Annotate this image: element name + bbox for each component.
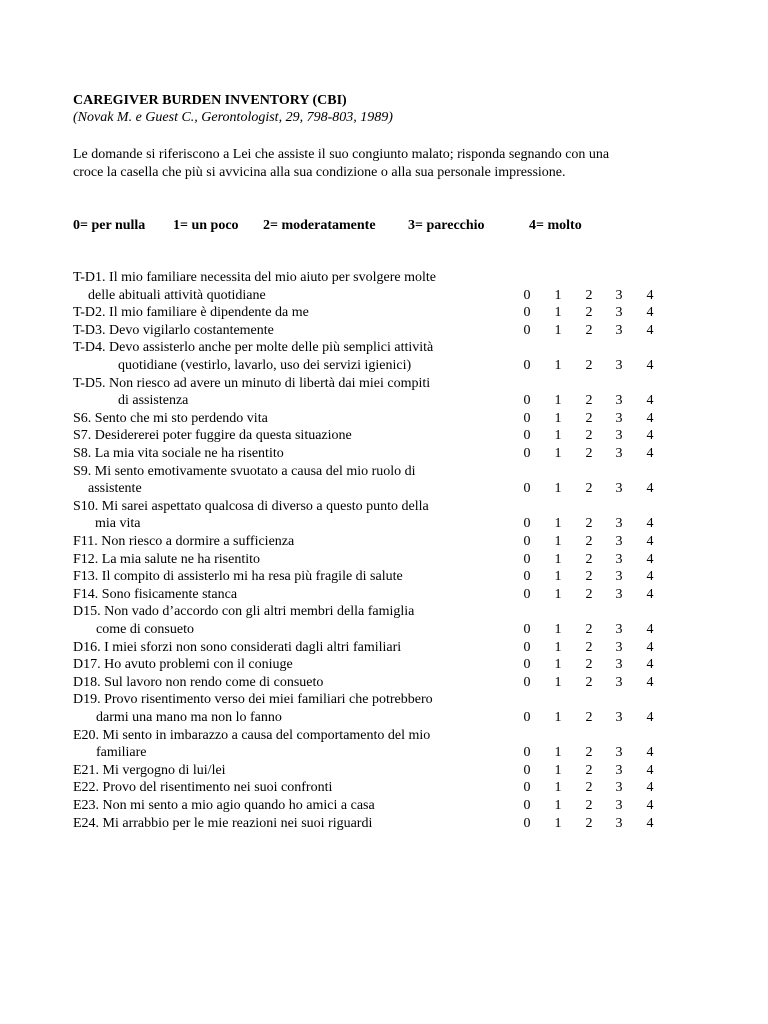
score-option-2[interactable]: 2 xyxy=(585,745,593,761)
score-option-3[interactable]: 3 xyxy=(615,780,623,796)
score-option-1[interactable]: 1 xyxy=(554,534,562,549)
item-text: T-D2. Il mio familiare è dipendente da me xyxy=(73,305,309,321)
legend-2: 2= moderatamente xyxy=(263,218,376,233)
score-option-2[interactable]: 2 xyxy=(585,674,593,690)
item-text: T-D3. Devo vigilarlo costantemente xyxy=(73,322,274,338)
score-option-4[interactable]: 4 xyxy=(646,710,654,725)
score-option-1[interactable]: 1 xyxy=(554,622,562,637)
score-option-0[interactable]: 0 xyxy=(523,393,531,409)
score-option-1[interactable]: 1 xyxy=(554,780,562,796)
score-option-4[interactable]: 4 xyxy=(646,780,654,796)
score-option-3[interactable]: 3 xyxy=(615,798,623,813)
score-option-2[interactable]: 2 xyxy=(585,815,593,831)
item-text: F11. Non riesco a dormire a sufficienza xyxy=(73,534,295,549)
item-text: D18. Sul lavoro non rendo come di consueto xyxy=(73,674,324,690)
score-option-3[interactable]: 3 xyxy=(615,586,623,602)
score-option-4[interactable]: 4 xyxy=(646,569,654,585)
score-option-2[interactable]: 2 xyxy=(585,410,593,426)
score-option-1[interactable]: 1 xyxy=(554,322,562,338)
score-option-3[interactable]: 3 xyxy=(615,287,623,303)
score-option-0[interactable]: 0 xyxy=(523,780,531,796)
score-option-0[interactable]: 0 xyxy=(523,586,531,602)
item-text: F13. Il compito di assisterlo mi ha resa più fragile di salute xyxy=(73,569,403,585)
item-text: E23. Non mi sento a mio agio quando ho amici a casa xyxy=(73,798,375,813)
score-option-2[interactable]: 2 xyxy=(585,639,593,655)
score-option-3[interactable]: 3 xyxy=(615,305,623,321)
score-option-4[interactable]: 4 xyxy=(646,798,654,813)
score-option-2[interactable]: 2 xyxy=(585,569,593,585)
score-option-0[interactable]: 0 xyxy=(523,305,531,321)
score-option-4[interactable]: 4 xyxy=(646,305,654,321)
score-option-1[interactable]: 1 xyxy=(554,287,562,303)
score-option-0[interactable]: 0 xyxy=(523,710,531,725)
item-text: E24. Mi arrabbio per le mie reazioni nei suoi riguardi xyxy=(73,815,373,831)
score-option-1[interactable]: 1 xyxy=(554,762,562,778)
score-option-2[interactable]: 2 xyxy=(585,287,593,303)
score-option-4[interactable]: 4 xyxy=(646,534,654,549)
item-text: E21. Mi vergogno di lui/lei xyxy=(73,762,226,778)
score-option-0[interactable]: 0 xyxy=(523,534,531,549)
score-option-3[interactable]: 3 xyxy=(615,551,623,567)
item-text-continued: assistente xyxy=(88,481,142,497)
score-option-2[interactable]: 2 xyxy=(585,710,593,725)
score-option-0[interactable]: 0 xyxy=(523,287,531,303)
score-option-1[interactable]: 1 xyxy=(554,551,562,567)
score-option-3[interactable]: 3 xyxy=(615,410,623,426)
score-option-0[interactable]: 0 xyxy=(523,428,531,444)
score-option-4[interactable]: 4 xyxy=(646,428,654,444)
score-option-2[interactable]: 2 xyxy=(585,393,593,409)
score-option-1[interactable]: 1 xyxy=(554,446,562,461)
score-option-1[interactable]: 1 xyxy=(554,639,562,655)
score-option-2[interactable]: 2 xyxy=(585,358,593,373)
item-text: T-D4. Devo assisterlo anche per molte delle più semplici attività xyxy=(73,340,434,356)
score-option-0[interactable]: 0 xyxy=(523,815,531,831)
legend-3: 3= parecchio xyxy=(408,218,485,233)
score-option-0[interactable]: 0 xyxy=(523,322,531,338)
score-option-2[interactable]: 2 xyxy=(585,586,593,602)
score-option-2[interactable]: 2 xyxy=(585,762,593,778)
score-option-0[interactable]: 0 xyxy=(523,410,531,426)
score-option-4[interactable]: 4 xyxy=(646,586,654,602)
score-option-1[interactable]: 1 xyxy=(554,393,562,409)
score-option-4[interactable]: 4 xyxy=(646,622,654,637)
item-text: S6. Sento che mi sto perdendo vita xyxy=(73,410,268,426)
score-option-3[interactable]: 3 xyxy=(615,762,623,778)
score-option-2[interactable]: 2 xyxy=(585,446,593,461)
score-option-1[interactable]: 1 xyxy=(554,710,562,725)
score-option-3[interactable]: 3 xyxy=(615,622,623,637)
score-option-0[interactable]: 0 xyxy=(523,551,531,567)
instructions-line-2: croce la casella che più si avvicina alla sua condizione o alla sua personale impressione. xyxy=(73,164,566,180)
score-option-0[interactable]: 0 xyxy=(523,358,531,373)
legend-0: 0= per nulla xyxy=(73,218,146,233)
score-option-1[interactable]: 1 xyxy=(554,674,562,690)
score-option-4[interactable]: 4 xyxy=(646,745,654,761)
score-option-0[interactable]: 0 xyxy=(523,446,531,461)
score-option-2[interactable]: 2 xyxy=(585,551,593,567)
score-option-1[interactable]: 1 xyxy=(554,657,562,673)
score-option-2[interactable]: 2 xyxy=(585,622,593,637)
score-option-1[interactable]: 1 xyxy=(554,815,562,831)
instructions xyxy=(73,146,713,181)
score-option-1[interactable]: 1 xyxy=(554,798,562,813)
item-text-continued: come di consueto xyxy=(96,622,194,637)
score-option-0[interactable]: 0 xyxy=(523,798,531,813)
score-option-3[interactable]: 3 xyxy=(615,569,623,585)
score-option-2[interactable]: 2 xyxy=(585,428,593,444)
score-option-4[interactable]: 4 xyxy=(646,657,654,673)
score-option-4[interactable]: 4 xyxy=(646,674,654,690)
score-option-2[interactable]: 2 xyxy=(585,322,593,338)
item-text: F14. Sono fisicamente stanca xyxy=(73,586,238,602)
score-option-0[interactable]: 0 xyxy=(523,674,531,690)
item-text: D17. Ho avuto problemi con il coniuge xyxy=(73,657,293,673)
score-option-4[interactable]: 4 xyxy=(646,393,654,409)
score-option-1[interactable]: 1 xyxy=(554,305,562,321)
item-text-continued: mia vita xyxy=(95,516,141,532)
score-option-0[interactable]: 0 xyxy=(523,657,531,673)
document-title: CAREGIVER BURDEN INVENTORY (CBI) xyxy=(73,93,347,108)
score-option-1[interactable]: 1 xyxy=(554,410,562,426)
score-option-0[interactable]: 0 xyxy=(523,481,531,497)
score-option-4[interactable]: 4 xyxy=(646,815,654,831)
score-option-2[interactable]: 2 xyxy=(585,481,593,497)
score-option-2[interactable]: 2 xyxy=(585,780,593,796)
score-option-3[interactable]: 3 xyxy=(615,428,623,444)
item-text-continued: darmi una mano ma non lo fanno xyxy=(96,710,282,725)
item-text: S9. Mi sento emotivamente svuotato a causa del mio ruolo di xyxy=(73,463,416,479)
score-option-1[interactable]: 1 xyxy=(554,481,562,497)
score-option-3[interactable]: 3 xyxy=(615,745,623,761)
score-option-0[interactable]: 0 xyxy=(523,569,531,585)
score-option-4[interactable]: 4 xyxy=(646,446,654,461)
score-option-2[interactable]: 2 xyxy=(585,516,593,532)
score-option-4[interactable]: 4 xyxy=(646,762,654,778)
score-option-1[interactable]: 1 xyxy=(554,586,562,602)
item-text: S7. Desidererei poter fuggire da questa situazione xyxy=(73,428,352,444)
score-option-1[interactable]: 1 xyxy=(554,569,562,585)
score-option-2[interactable]: 2 xyxy=(585,534,593,549)
item-text-continued: familiare xyxy=(96,745,147,761)
item-text: D16. I miei sforzi non sono considerati dagli altri familiari xyxy=(73,639,402,655)
score-option-0[interactable]: 0 xyxy=(523,762,531,778)
score-option-3[interactable]: 3 xyxy=(615,639,623,655)
score-option-3[interactable]: 3 xyxy=(615,322,623,338)
item-text-continued: quotidiane (vestirlo, lavarlo, uso dei servizi igienici) xyxy=(118,358,412,373)
score-option-4[interactable]: 4 xyxy=(646,410,654,426)
score-option-3[interactable]: 3 xyxy=(615,657,623,673)
item-text: F12. La mia salute ne ha risentito xyxy=(73,551,261,567)
item-text: T-D5. Non riesco ad avere un minuto di libertà dai miei compiti xyxy=(73,375,431,391)
score-option-4[interactable]: 4 xyxy=(646,551,654,567)
item-text: E20. Mi sento in imbarazzo a causa del comportamento del mio xyxy=(73,727,431,743)
score-option-4[interactable]: 4 xyxy=(646,287,654,303)
score-option-0[interactable]: 0 xyxy=(523,622,531,637)
item-text-continued: di assistenza xyxy=(118,393,189,409)
score-option-1[interactable]: 1 xyxy=(554,358,562,373)
item-text: T-D1. Il mio familiare necessita del mio aiuto per svolgere molte xyxy=(73,270,436,285)
score-option-3[interactable]: 3 xyxy=(615,516,623,532)
instructions-line-1: Le domande si riferiscono a Lei che assiste il suo congiunto malato; risponda segnando con una xyxy=(73,147,610,162)
score-option-0[interactable]: 0 xyxy=(523,516,531,532)
item-text: S8. La mia vita sociale ne ha risentito xyxy=(73,446,284,461)
score-option-0[interactable]: 0 xyxy=(523,745,531,761)
score-option-3[interactable]: 3 xyxy=(615,446,623,461)
item-text: D19. Provo risentimento verso dei miei familiari che potrebbero xyxy=(73,692,433,708)
legend-1: 1= un poco xyxy=(173,218,239,233)
item-text-continued: delle abituali attività quotidiane xyxy=(88,287,266,303)
score-option-4[interactable]: 4 xyxy=(646,639,654,655)
score-option-3[interactable]: 3 xyxy=(615,481,623,497)
score-option-4[interactable]: 4 xyxy=(646,516,654,532)
score-option-3[interactable]: 3 xyxy=(615,710,623,725)
score-option-1[interactable]: 1 xyxy=(554,428,562,444)
score-option-3[interactable]: 3 xyxy=(615,815,623,831)
score-option-1[interactable]: 1 xyxy=(554,745,562,761)
score-option-4[interactable]: 4 xyxy=(646,358,654,373)
citation: (Novak M. e Guest C., Gerontologist, 29, 798-803, 1989) xyxy=(73,110,393,125)
score-option-1[interactable]: 1 xyxy=(554,516,562,532)
score-option-3[interactable]: 3 xyxy=(615,358,623,373)
score-option-2[interactable]: 2 xyxy=(585,657,593,673)
score-option-4[interactable]: 4 xyxy=(646,481,654,497)
legend-4: 4= molto xyxy=(529,218,582,233)
item-text: D15. Non vado d’accordo con gli altri membri della famiglia xyxy=(73,604,415,620)
score-option-3[interactable]: 3 xyxy=(615,534,623,549)
item-text: E22. Provo del risentimento nei suoi confronti xyxy=(73,780,333,796)
score-option-4[interactable]: 4 xyxy=(646,322,654,338)
score-option-3[interactable]: 3 xyxy=(615,393,623,409)
score-option-3[interactable]: 3 xyxy=(615,674,623,690)
item-text: S10. Mi sarei aspettato qualcosa di diverso a questo punto della xyxy=(73,498,429,514)
score-option-2[interactable]: 2 xyxy=(585,798,593,813)
score-option-2[interactable]: 2 xyxy=(585,305,593,321)
score-option-0[interactable]: 0 xyxy=(523,639,531,655)
